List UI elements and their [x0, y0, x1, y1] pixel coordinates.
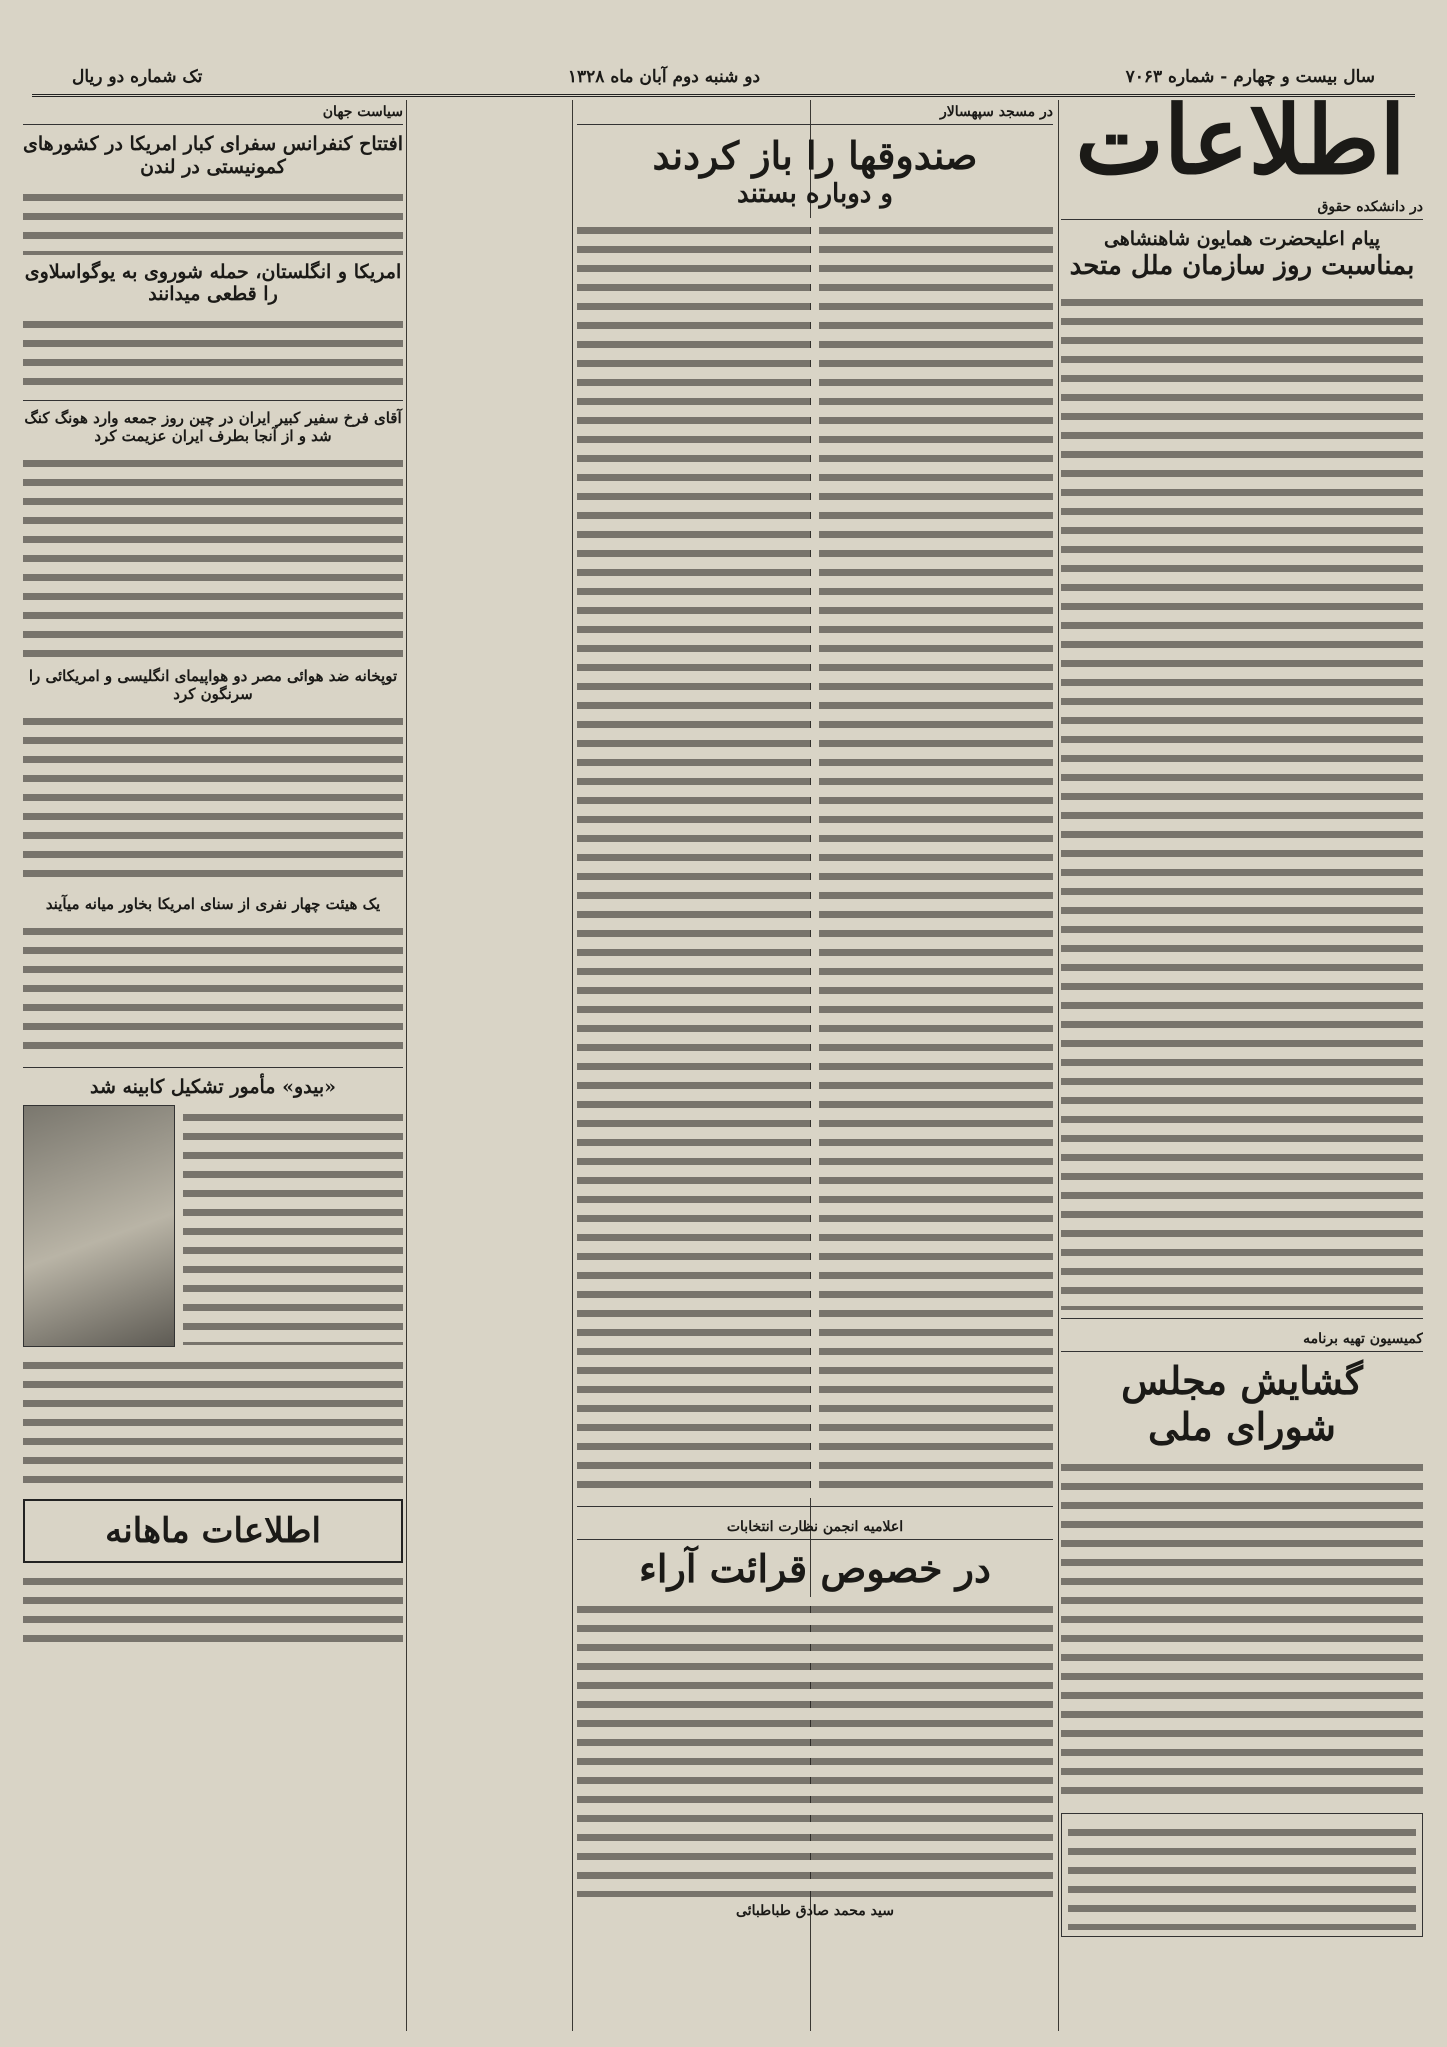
- issue-date: دو شنبه دوم آبان ماه ۱۳۲۸: [567, 67, 761, 87]
- article-body: [23, 1353, 403, 1493]
- headline-royal-message: پیام اعلیحضرت همایون شاهنشاهی: [1103, 228, 1381, 250]
- kicker-mosque: در مسجد سپهسالار: [577, 100, 1053, 125]
- headline-senate: یک هیئت چهار نفری از سنای امریکا بخاور میانه میآیند: [45, 895, 381, 914]
- article-body: [577, 218, 811, 1498]
- column-rule: [1058, 100, 1059, 2031]
- headline-ballot-boxes: صندوقها را باز کردند: [652, 133, 978, 178]
- headline-bidault: «بیدو» مأمور تشکیل کابینه شد: [89, 1076, 337, 1099]
- article-body: [23, 919, 403, 1059]
- divider: [1061, 1318, 1423, 1319]
- divider: [577, 1506, 1053, 1507]
- headline-farrokh: آقای فرخ سفیر کبیر ایران در چین روز جمعه وارد هونگ کنگ شد و از آنجا بطرف ایران عزیمت کرد: [24, 409, 402, 446]
- column-left: [23, 100, 403, 2031]
- headline-yugoslavia: امریکا و انگلستان، حمله شوروی به یوگواسلاوی را قطعی میدانند: [24, 260, 402, 306]
- kicker-commission: کمیسیون تهیه برنامه: [1061, 1327, 1423, 1352]
- issue-price: تک شماره دو ریال: [72, 67, 203, 87]
- headline-parliament-opening: گشایش مجلس شورای ملی: [1121, 1357, 1363, 1449]
- divider: [23, 1067, 403, 1068]
- article-body: [23, 709, 403, 889]
- kicker-world-politics: سیاست جهان: [23, 100, 403, 125]
- article-body: [23, 451, 403, 661]
- article-body: [23, 312, 403, 392]
- column-right: [1061, 195, 1423, 2031]
- article-body: [577, 1597, 1053, 1897]
- masthead-title: اطلاعات: [1075, 85, 1406, 196]
- article-body: [183, 1105, 403, 1345]
- kicker-law-school: در دانشکده حقوق: [1061, 195, 1423, 220]
- headline-conference: افتتاح کنفرانس سفرای کبار امریکا در کشورهای کمونیستی در لندن: [23, 133, 403, 178]
- bidault-article: [23, 1105, 403, 1347]
- signature: سید محمد صادق طباطبائی: [736, 1903, 894, 1920]
- masthead: [1058, 85, 1423, 196]
- article-body: [23, 1569, 403, 1649]
- headline-egypt-aa: توپخانه ضد هوائی مصر دو هواپیمای انگلیسی و امریکائی را سرنگون کرد: [28, 667, 398, 704]
- portrait-photo: [23, 1105, 175, 1347]
- monthly-ad: [23, 1499, 403, 1563]
- column-rule: [406, 100, 407, 2031]
- boxed-note: [1061, 1813, 1423, 1937]
- kicker-election-notice: اعلامیه انجمن نظارت انتخابات: [577, 1515, 1053, 1540]
- issue-year: سال بیست و چهارم - شماره ۷۰۶۳: [1125, 67, 1375, 87]
- headline-vote-reading: در خصوص قرائت آراء: [639, 1545, 991, 1591]
- column-rule: [572, 100, 573, 2031]
- article-body: [23, 185, 403, 255]
- article-body: [1061, 290, 1423, 1310]
- article-body: [1061, 1455, 1423, 1805]
- headline-closed-again: و دوباره بستند: [737, 178, 893, 209]
- article-body: [819, 218, 1053, 1498]
- article-body: [1068, 1820, 1416, 1930]
- column-center: [577, 100, 1053, 2031]
- center-columns: [577, 218, 1053, 1498]
- divider: [23, 400, 403, 401]
- headline-un-day: بمناسبت روز سازمان ملل متحد: [1069, 250, 1415, 281]
- ad-title: اطلاعات ماهانه: [105, 1510, 321, 1551]
